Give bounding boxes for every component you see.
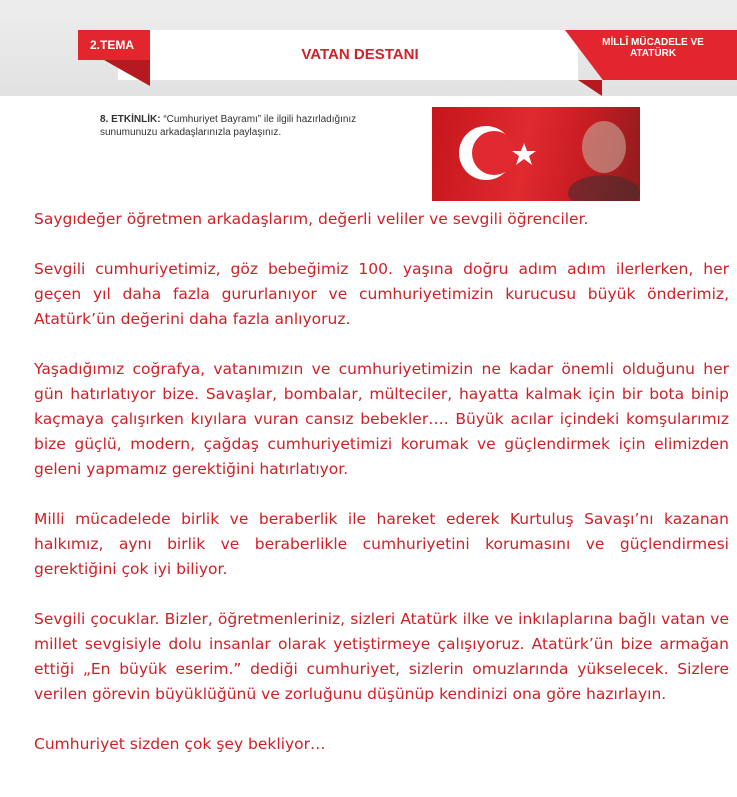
unit-label: MİLLÎ MÜCADELE VE ATATÜRK xyxy=(602,37,704,59)
paragraph: Yaşadığımız coğrafya, vatanımızın ve cumhuriyetimizin ne kadar önemli olduğunu her gün hatırlatıyor bize. Savaşlar, bombalar, mülteciler, hayatta kalmak için bir bota binip kaçmaya çalışırken kıyılara vuran cansız bebekler…. Büyük acılar içindeki komşularımız bize güçlü, modern, çağdaş cumhuriyetimizi korumak ve güçlendirmek için elimizden geleni yapmamız gerektiğini hatırlatıyor. xyxy=(34,360,729,478)
unit-tab-fold xyxy=(578,80,602,96)
paragraph: Sevgili cumhuriyetimiz, göz bebeğimiz 100. yaşına doğru adım adım ilerlerken, her geçen yıl daha fazla gururlanıyor ve cumhuriyetimizin kurucusu büyük önderimiz, Atatürk’ün değerini daha fazla anlıyoruz. xyxy=(34,260,729,328)
paragraph: Sevgili çocuklar. Bizler, öğretmenleriniz, sizleri Atatürk ilke ve inkılaplarına bağlı vatan ve millet sevgisiyle dolu insanlar olarak yetiştirmeye çalışıyoruz. Atatürk’ün bize armağan ettiği „En büyük eserim.” dediği cumhuriyet, sizlerin omuzlarında yükselecek. Sizlere verilen görevin büyüklüğünü ve zorluğunu düşünüp kendinizi ona göre hazırlayın. xyxy=(34,610,729,703)
activity-label: 8. ETKİNLİK: xyxy=(100,114,161,125)
page-title: VATAN DESTANI xyxy=(301,46,419,63)
tema-tab-fold xyxy=(104,60,150,86)
activity-prompt xyxy=(100,113,410,139)
speech-text xyxy=(34,207,729,757)
paragraph: Cumhuriyet sizden çok şey bekliyor… xyxy=(34,735,326,753)
paragraph: Saygıdeğer öğretmen arkadaşlarım, değerli veliler ve sevgili öğrenciler. xyxy=(34,210,589,228)
paragraph: Milli mücadelede birlik ve beraberlik ile hareket ederek Kurtuluş Savaşı’nı kazanan halkımız, aynı birlik ve beraberlikle cumhuriyetini korumasını ve güçlendirmesi gerektiğini çok iyi biliyor. xyxy=(34,510,729,578)
turkish-flag-ataturk-image xyxy=(432,107,640,201)
flag-icon xyxy=(432,107,640,201)
tema-label: 2.TEMA xyxy=(90,38,135,52)
activity-text: “Cumhuriyet Bayramı” ile ilgili hazırladığınız sunumunuzu arkadaşlarınızla paylaşınız. xyxy=(100,114,357,138)
